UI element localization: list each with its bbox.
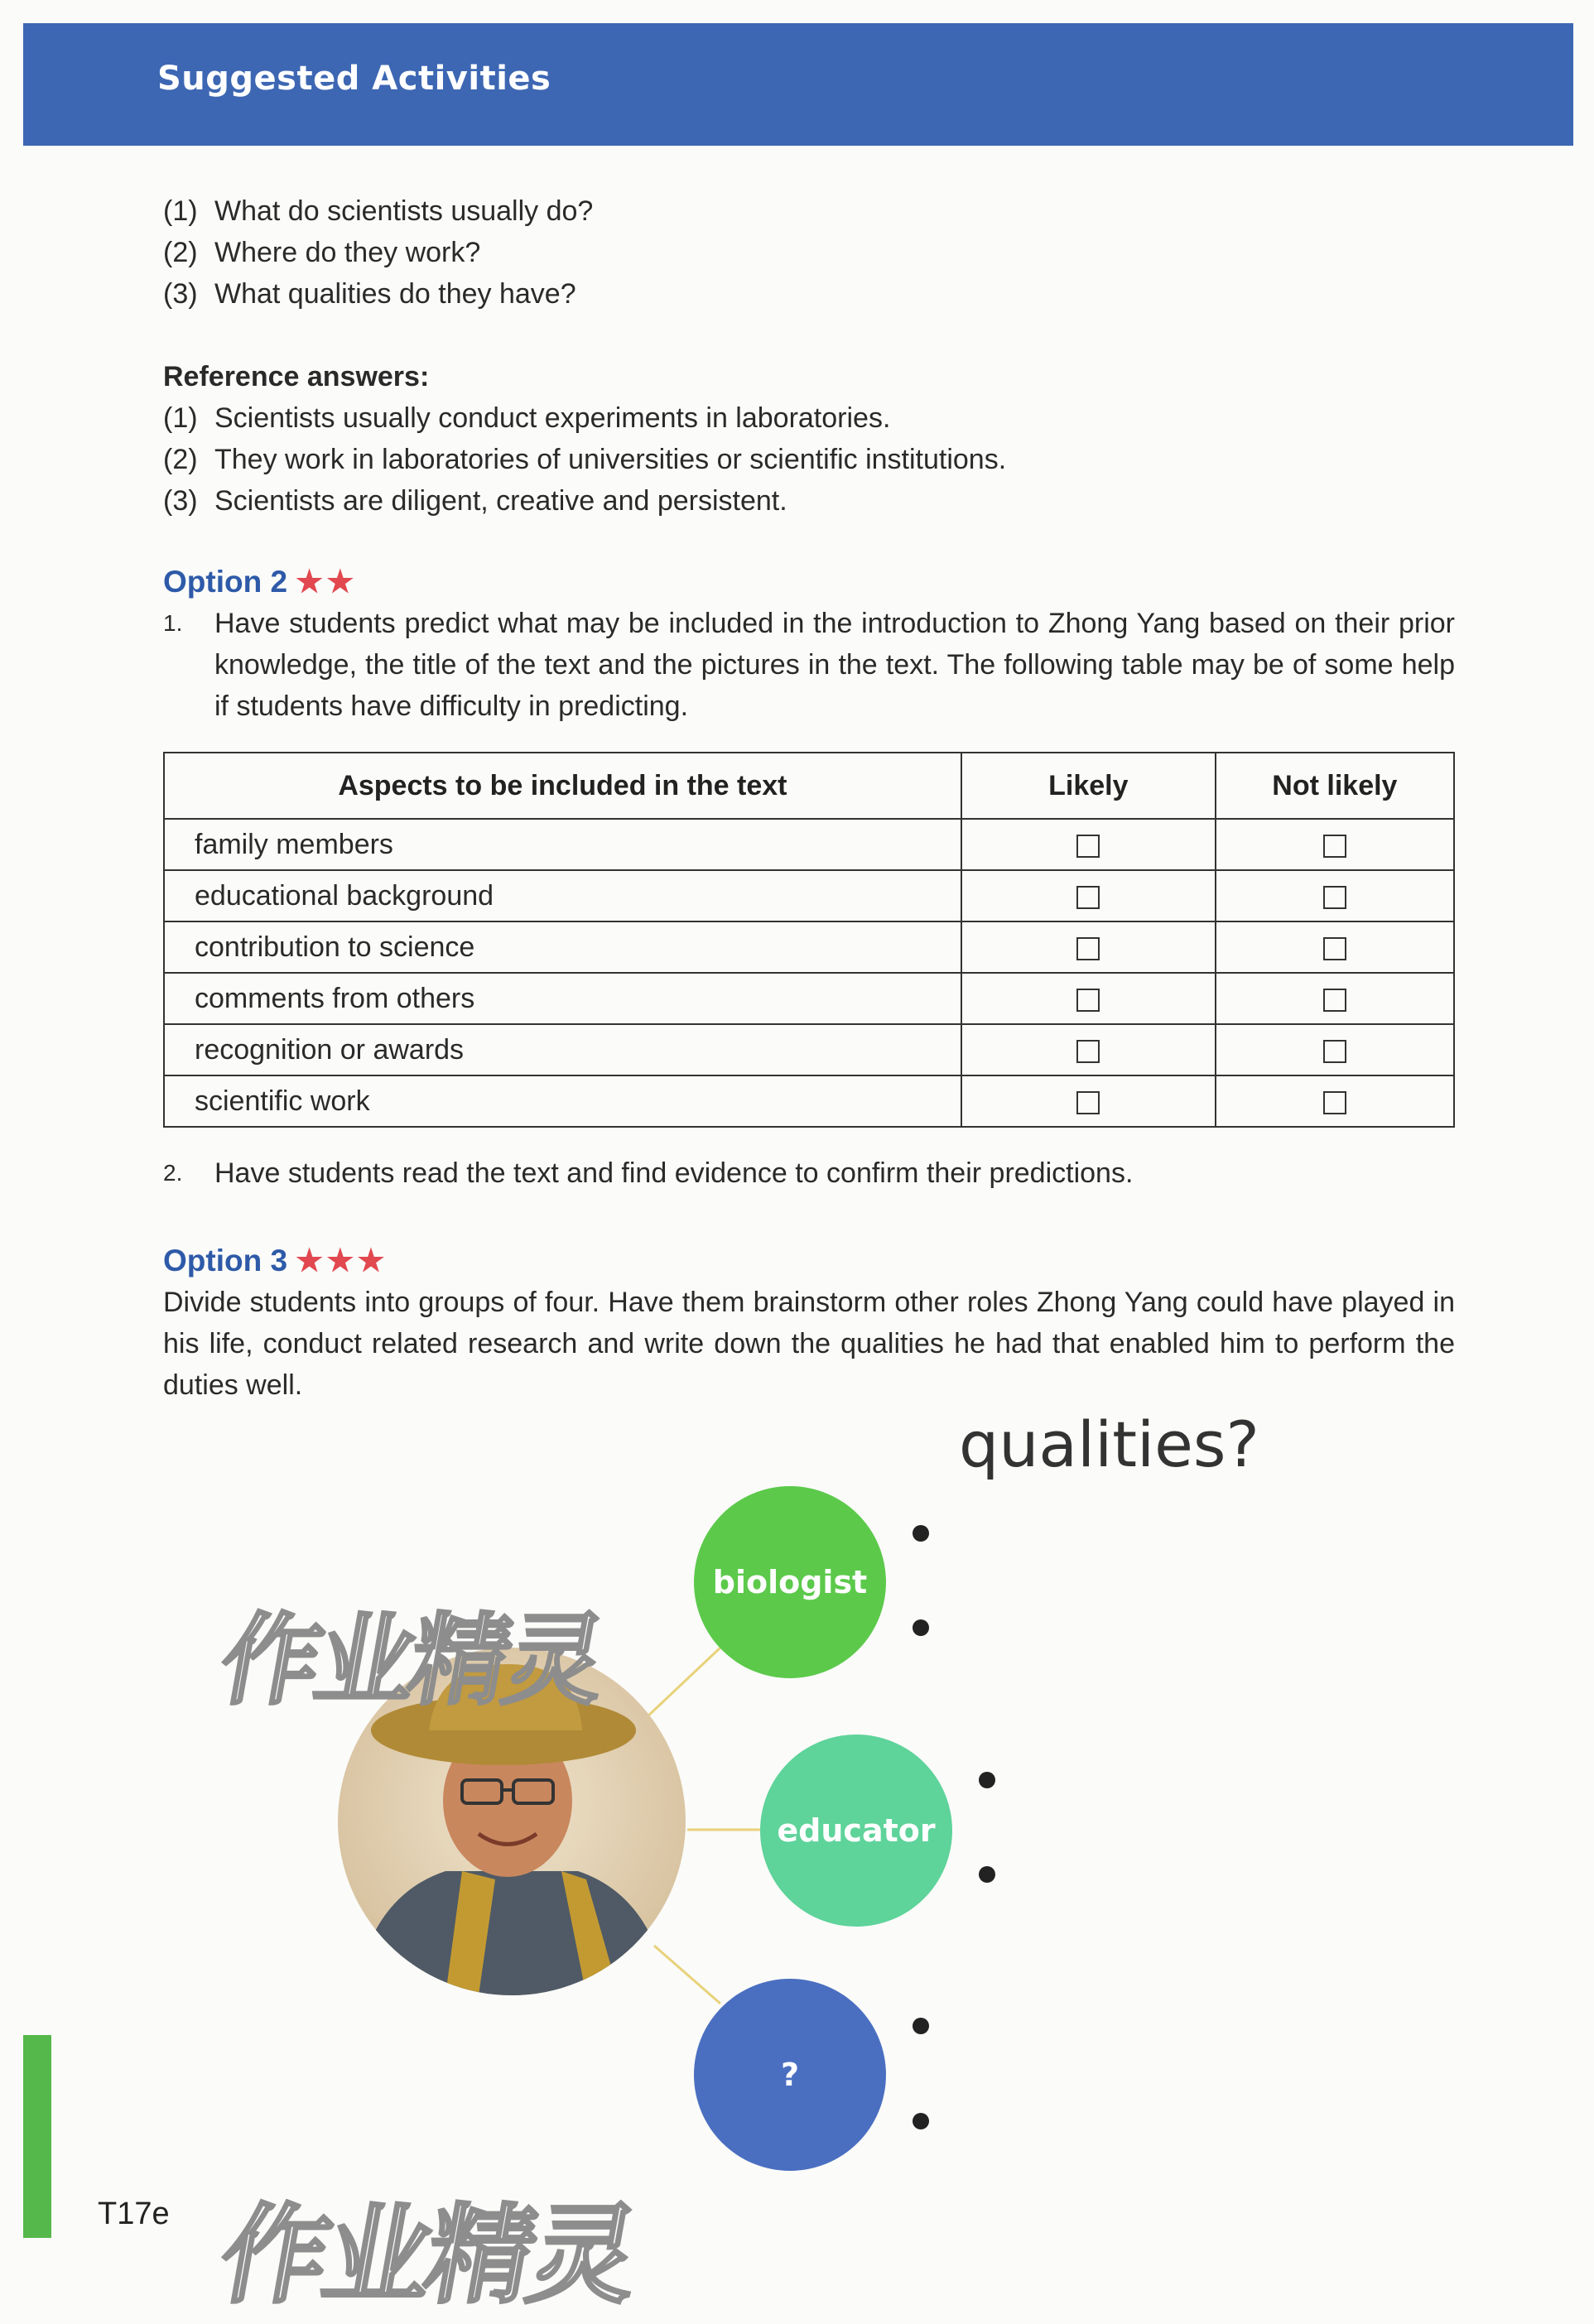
star-rating-icon: ★★★ xyxy=(296,1244,388,1277)
aspect-cell: comments from others xyxy=(164,973,961,1024)
step-text: Have students predict what may be included in the introduction to Zhong Yang based on their prior knowledge, the title of the text and the pictures in the text. The following table may be of some help if students have difficulty in predicting. xyxy=(214,608,1455,722)
option-3-text: Divide students into groups of four. Have them brainstorm other roles Zhong Yang could have played in his life, conduct related research and write down the qualities he had that enabled him to perform the duties well. xyxy=(163,1287,1455,1401)
option-title: Option 3 xyxy=(163,1244,288,1277)
item-number: (3) xyxy=(163,278,198,310)
role-educator: educator xyxy=(760,1735,952,1927)
bullet-point xyxy=(913,1525,929,1542)
aspect-cell: recognition or awards xyxy=(164,1024,961,1075)
item-text: They work in laboratories of universities or scientific institutions. xyxy=(214,444,1007,475)
item-number: (3) xyxy=(163,485,198,517)
column-header-not-likely: Not likely xyxy=(1216,753,1454,819)
role-unknown: ? xyxy=(694,1979,886,2171)
watermark: 作业精灵 xyxy=(210,2192,644,2318)
watermark: 作业精灵 xyxy=(211,1604,610,1719)
page-edge-marker xyxy=(23,2035,51,2238)
step-text: Have students read the text and find evidence to confirm their predictions. xyxy=(214,1157,1134,1189)
option-title: Option 2 xyxy=(163,565,288,599)
aspect-cell: contribution to science xyxy=(164,921,961,973)
page-number: T17e xyxy=(98,2196,170,2231)
aspect-cell: educational background xyxy=(164,870,961,921)
qualities-label: qualities? xyxy=(959,1407,1259,1481)
item-text: What do scientists usually do? xyxy=(214,195,594,227)
bullet-point xyxy=(979,1866,995,1883)
star-rating-icon: ★★ xyxy=(296,565,358,599)
step-number: 2. xyxy=(163,1160,183,1186)
aspect-cell: scientific work xyxy=(164,1075,961,1127)
column-header-likely: Likely xyxy=(961,753,1216,819)
item-number: (1) xyxy=(163,402,198,434)
bullet-point xyxy=(913,1619,929,1636)
reference-answers-heading: Reference answers: xyxy=(163,361,430,392)
page-title: Suggested Activities xyxy=(157,60,551,98)
item-number: (1) xyxy=(163,195,198,227)
item-text: Where do they work? xyxy=(214,237,481,268)
aspect-cell: family members xyxy=(164,819,961,870)
item-text: Scientists are diligent, creative and persistent. xyxy=(214,485,787,517)
connector-unknown xyxy=(654,1946,720,2004)
role-biologist: biologist xyxy=(694,1486,886,1678)
step-number: 1. xyxy=(163,610,183,636)
column-header-aspects: Aspects to be included in the text xyxy=(164,753,961,819)
bullet-point xyxy=(979,1772,995,1788)
item-text: Scientists usually conduct experiments in laboratories. xyxy=(214,402,891,434)
item-number: (2) xyxy=(163,237,198,268)
connector-biologist xyxy=(646,1648,720,1718)
bullet-point xyxy=(913,2113,929,2129)
item-text: What qualities do they have? xyxy=(214,278,576,310)
bullet-point xyxy=(913,2018,929,2034)
item-number: (2) xyxy=(163,444,198,475)
